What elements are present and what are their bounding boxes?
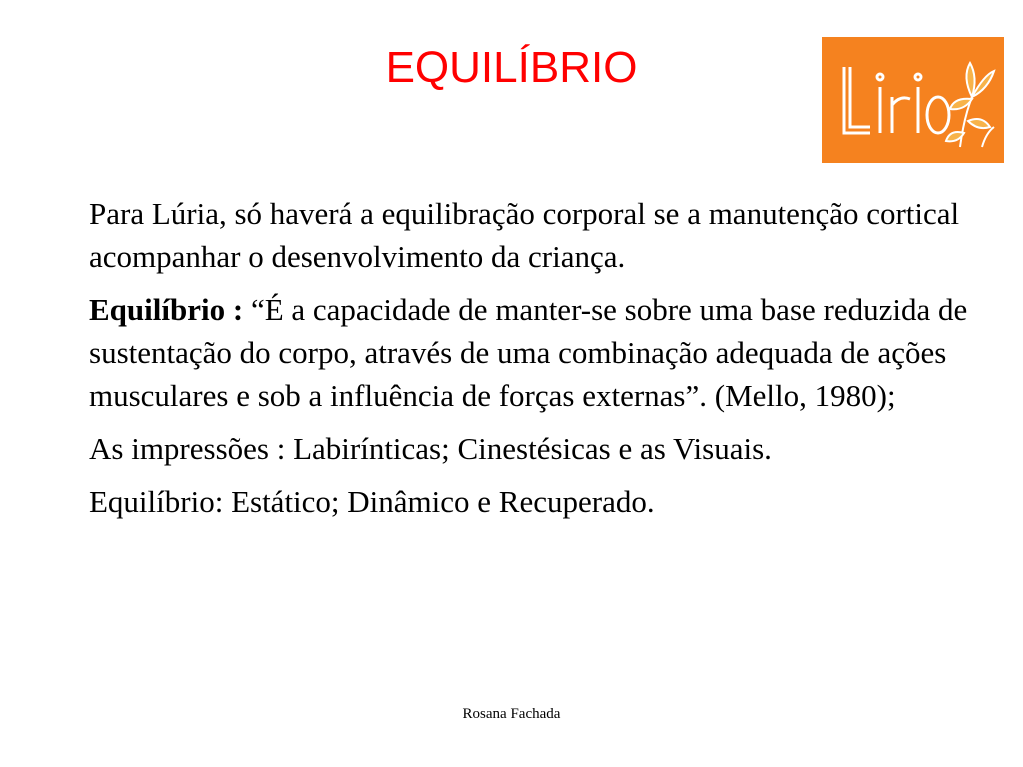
- slide-body: [89, 192, 969, 533]
- slide-footer: Rosana Fachada: [462, 706, 561, 722]
- slide-title: EQUILÍBRIO: [385, 43, 638, 92]
- lirio-logo: [822, 37, 1004, 163]
- paragraph-text: As impressões : Labirínticas; Cinestésicas e as Visuais.: [89, 431, 772, 466]
- paragraph-types: [89, 480, 969, 523]
- paragraph-text: Para Lúria, só haverá a equilibração corporal se a manutenção cortical acompanhar o desenvolvimento da criança.: [89, 196, 960, 274]
- paragraph-text: Equilíbrio: Estático; Dinâmico e Recuperado.: [89, 484, 655, 519]
- definition-term: Equilíbrio :: [89, 292, 251, 327]
- paragraph-impressions: [89, 427, 969, 470]
- paragraph-text: “É a capacidade de manter-se sobre uma base reduzida de sustentação do corpo, através de uma combinação adequada de ações musculares e sob a influência de forças externas”. (Mello, 1980);: [89, 292, 968, 413]
- paragraph-luria: [89, 192, 969, 278]
- paragraph-definition: [89, 288, 969, 417]
